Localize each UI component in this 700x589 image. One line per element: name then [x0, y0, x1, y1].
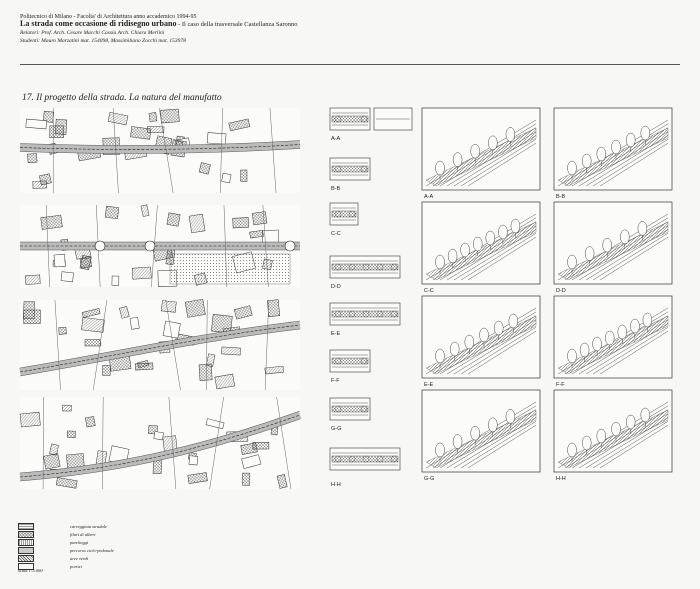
tree: [641, 126, 650, 140]
tree: [498, 225, 507, 239]
building: [41, 215, 63, 229]
tree: [506, 409, 515, 423]
section-label: G-G: [331, 426, 342, 432]
legend-item: [18, 530, 114, 538]
building: [211, 314, 232, 333]
perspective-panels: [422, 108, 684, 488]
perspective-label: B-B: [556, 194, 566, 200]
relatori-line: Relatori: Prof. Arch. Cesare Macchi Cassia Arch. Chiara Merlini: [20, 30, 165, 37]
roundabout: [145, 241, 155, 251]
tree: [436, 443, 445, 457]
legend-item: [18, 538, 114, 546]
building: [222, 173, 231, 183]
perspective-label: H-H: [556, 476, 566, 482]
tree: [436, 161, 445, 175]
section-thumbnail: [330, 303, 400, 337]
tree: [473, 237, 482, 251]
tree: [585, 247, 594, 261]
building: [243, 473, 250, 485]
perspective-panel: [422, 108, 540, 200]
tree: [605, 331, 614, 345]
section-label: C-C: [331, 231, 341, 237]
building: [189, 214, 205, 233]
title-block: [20, 14, 298, 45]
legend-text: aree verdi: [70, 555, 89, 561]
legend-swatch: [18, 531, 34, 538]
thesis-title-main: La strada come occasione di ridisegno urbano: [20, 19, 177, 29]
building: [221, 347, 240, 355]
section-label: E-E: [331, 331, 341, 337]
building: [130, 127, 151, 140]
tree: [568, 255, 577, 269]
tree: [511, 219, 520, 233]
legend-text: percorso ciclo-pedonale: [70, 547, 114, 553]
legend: [18, 522, 114, 570]
tree: [509, 314, 518, 328]
building: [81, 317, 104, 332]
tree: [448, 249, 457, 263]
tree: [593, 337, 602, 351]
tree: [603, 238, 612, 252]
tree: [612, 140, 621, 154]
tree: [461, 243, 470, 257]
plan-strip: [20, 299, 300, 390]
building: [189, 456, 198, 465]
legend-item: [18, 554, 114, 562]
legend-text: parcheggi: [70, 539, 89, 545]
building: [199, 364, 212, 381]
tree: [568, 443, 577, 457]
plan-strip: [20, 205, 300, 287]
perspective-panel: [554, 296, 672, 388]
tree: [568, 161, 577, 175]
building: [167, 213, 180, 226]
tree: [486, 231, 495, 245]
building: [62, 405, 71, 411]
perspective-label: G-G: [424, 476, 435, 482]
building: [28, 154, 38, 163]
building: [20, 412, 40, 427]
building: [161, 301, 176, 313]
building: [103, 365, 111, 375]
tree: [626, 133, 635, 147]
tree: [471, 144, 480, 158]
tree: [568, 349, 577, 363]
tree: [582, 154, 591, 168]
section-label: D-D: [331, 284, 341, 290]
tree: [453, 153, 462, 167]
section-thumbnail: [330, 158, 370, 192]
section-label: A-A: [331, 136, 341, 142]
building: [39, 174, 51, 185]
tree: [620, 230, 629, 244]
section-thumbnail: [330, 350, 370, 384]
perspective-panel: [554, 390, 672, 482]
building: [67, 431, 75, 438]
building: [241, 170, 247, 181]
legend-text: carreggiata stradale: [70, 523, 107, 529]
tree: [618, 325, 627, 339]
tree: [638, 221, 647, 235]
perspective-label: A-A: [424, 194, 434, 200]
legend-text: filari di alberi: [70, 531, 96, 537]
tree: [626, 415, 635, 429]
perspective-panel: [554, 108, 672, 200]
perspective-label: F-F: [556, 382, 565, 388]
tree: [471, 426, 480, 440]
tree: [480, 328, 489, 342]
tree: [488, 136, 497, 150]
tree: [641, 408, 650, 422]
section-label: B-B: [331, 186, 341, 192]
tree: [580, 343, 589, 357]
section-label: F-F: [331, 378, 340, 384]
building: [149, 112, 157, 121]
building: [233, 218, 249, 228]
building: [207, 133, 226, 145]
building: [55, 119, 67, 134]
perspective-panel: [422, 202, 540, 294]
header-rule: [20, 64, 680, 65]
perspective-panel: [554, 202, 672, 294]
tree: [630, 319, 639, 333]
legend-swatch: [18, 523, 34, 530]
section-thumbnail: [330, 398, 370, 432]
tree: [453, 435, 462, 449]
perspective-label: D-D: [556, 288, 566, 294]
legend-swatch: [18, 547, 34, 554]
plan-strip: [20, 108, 300, 193]
legend-swatch: [18, 539, 34, 546]
building: [61, 272, 73, 282]
building: [24, 310, 41, 324]
section-thumbnail: [330, 203, 358, 237]
building: [25, 275, 40, 285]
perspective-label: E-E: [424, 382, 434, 388]
section-thumbnail: [330, 108, 412, 142]
tree: [597, 429, 606, 443]
section-thumbnail: [330, 448, 400, 488]
institution-line: Politecnico di Milano - Facolta' di Architettura anno accademico 1994-95: [20, 14, 197, 20]
tree: [465, 335, 474, 349]
tree: [597, 147, 606, 161]
section-label: H-H: [331, 482, 341, 488]
green-area: [170, 254, 290, 284]
perspective-panel: [422, 390, 540, 482]
tree: [494, 321, 503, 335]
tree: [612, 422, 621, 436]
thesis-title: [20, 20, 298, 29]
building: [154, 431, 164, 439]
section-thumbnails: [330, 108, 420, 488]
building: [80, 258, 92, 268]
building: [185, 299, 205, 317]
building: [85, 340, 101, 346]
building: [85, 416, 95, 427]
thesis-title-tail: - Il caso della trasversale Castellanza Saronno: [176, 21, 298, 29]
tree: [436, 349, 445, 363]
perspective-label: C-C: [424, 288, 434, 294]
building: [43, 454, 60, 470]
tree: [436, 255, 445, 269]
section-title: 17. Il progetto della strada. La natura del manufatto: [22, 93, 222, 103]
building: [105, 206, 119, 219]
legend-swatch: [18, 555, 34, 562]
roundabout: [285, 241, 295, 251]
plan-strips: [20, 108, 320, 493]
tree: [450, 342, 459, 356]
roundabout: [95, 241, 105, 251]
scale-note: scala 1:5.000: [18, 568, 43, 573]
legend-item: [18, 546, 114, 554]
building: [59, 327, 67, 334]
legend-item: [18, 522, 114, 530]
building: [112, 276, 119, 285]
tree: [488, 418, 497, 432]
building: [26, 119, 47, 129]
tree: [506, 127, 515, 141]
section-thumbnail: [330, 256, 400, 290]
tree: [643, 313, 652, 327]
building: [54, 254, 65, 267]
building: [199, 163, 210, 175]
building: [132, 267, 151, 279]
building: [267, 300, 280, 317]
tree: [582, 436, 591, 450]
building: [130, 317, 139, 329]
studenti-line: Studenti: Mauro Marzatini mat. 154098, Massimiliano Zocchi mat. 153978: [20, 37, 186, 44]
perspective-panel: [422, 296, 540, 388]
plan-strip: [20, 397, 300, 489]
building: [160, 109, 179, 123]
legend-text: portici: [70, 563, 82, 569]
building: [252, 211, 267, 224]
